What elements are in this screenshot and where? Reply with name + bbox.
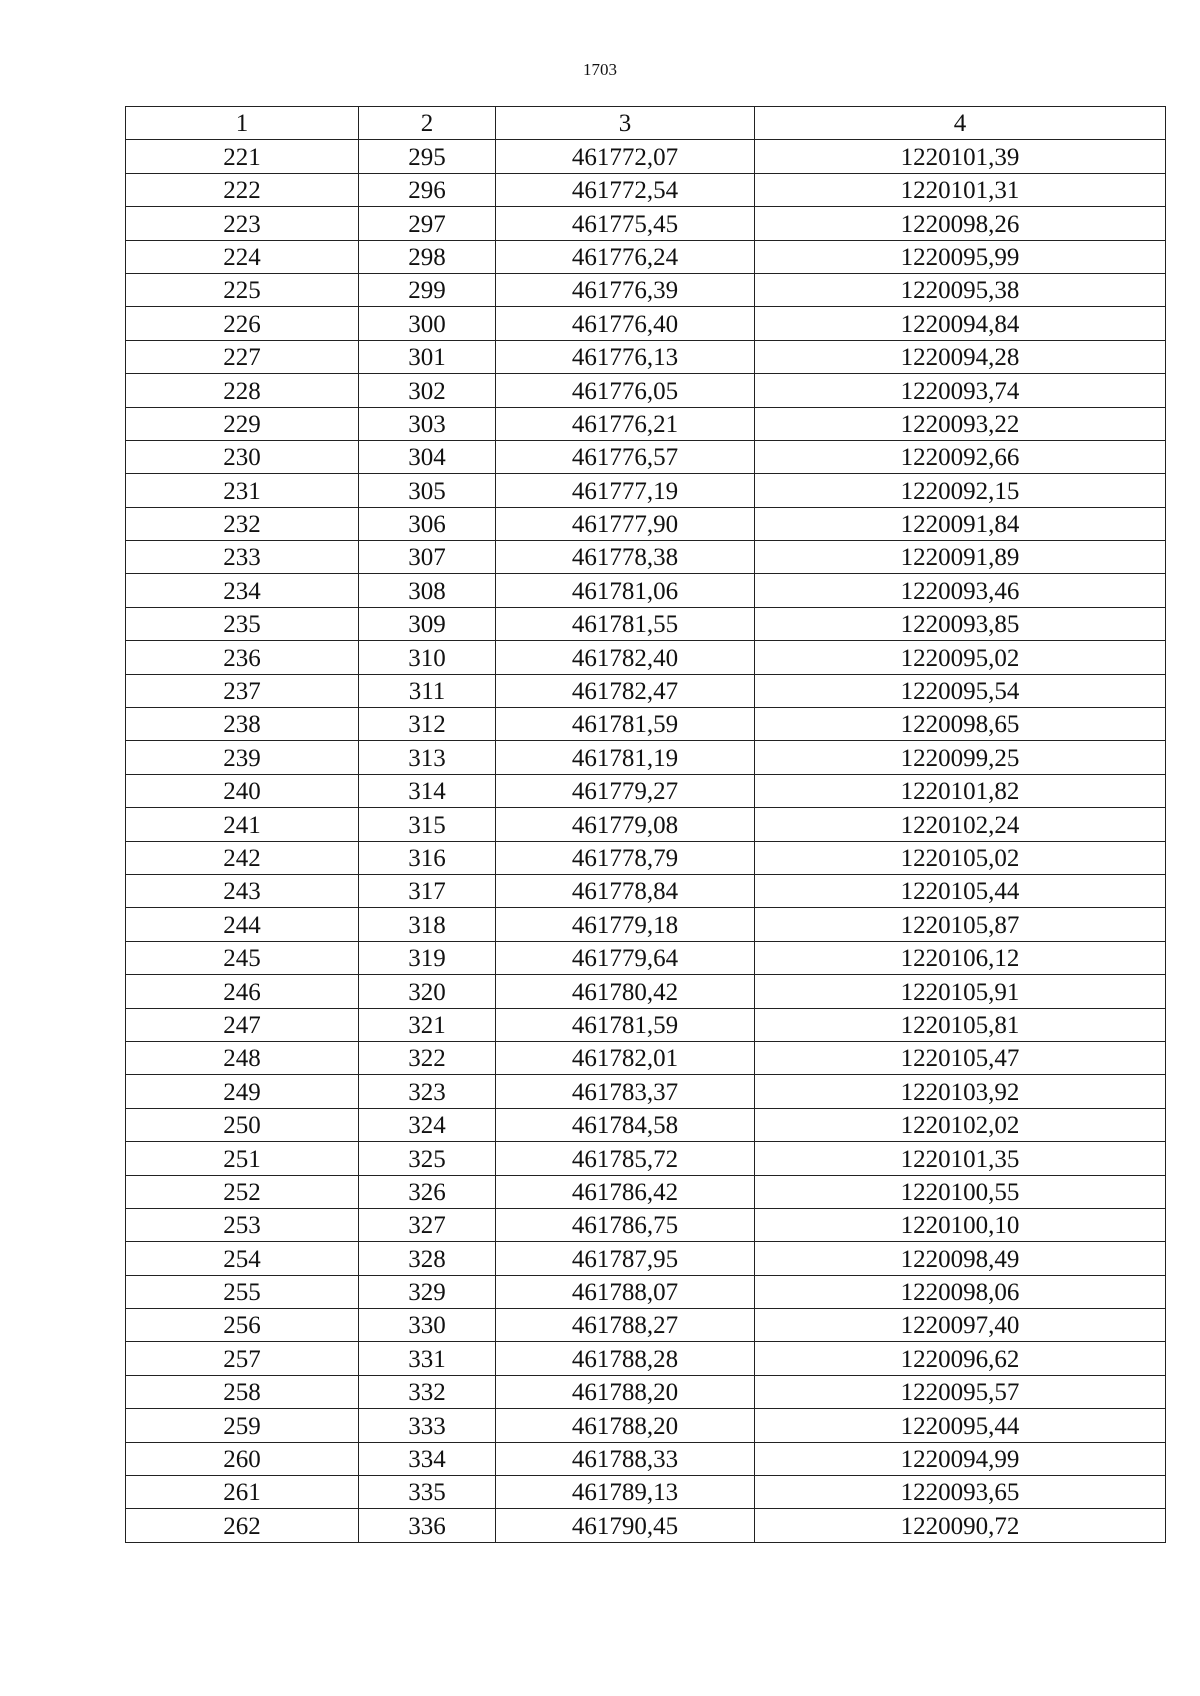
table-row	[126, 641, 1166, 674]
table-cell: 1220103,92	[755, 1075, 1166, 1108]
table-cell: 308	[359, 574, 496, 607]
table-cell: 461779,64	[496, 941, 755, 974]
table-cell: 461781,19	[496, 741, 755, 774]
table-cell: 1220091,84	[755, 507, 1166, 540]
table-row	[126, 941, 1166, 974]
table-cell: 461788,28	[496, 1342, 755, 1375]
table-cell: 221	[126, 140, 359, 173]
table-cell: 1220092,66	[755, 440, 1166, 473]
table-cell: 461776,24	[496, 240, 755, 273]
table-cell: 223	[126, 207, 359, 240]
table-cell: 232	[126, 507, 359, 540]
table-cell: 461786,75	[496, 1208, 755, 1241]
table-cell: 461779,27	[496, 774, 755, 807]
table-cell: 238	[126, 708, 359, 741]
table-row	[126, 1242, 1166, 1275]
table-cell: 461786,42	[496, 1175, 755, 1208]
table-cell: 249	[126, 1075, 359, 1108]
table-cell: 1220102,24	[755, 808, 1166, 841]
table-cell: 1220106,12	[755, 941, 1166, 974]
table-cell: 1220090,72	[755, 1509, 1166, 1542]
table-cell: 461781,55	[496, 607, 755, 640]
table-cell: 302	[359, 374, 496, 407]
column-header-3: 3	[496, 107, 755, 140]
table-cell: 299	[359, 273, 496, 306]
table-row	[126, 1142, 1166, 1175]
table-cell: 316	[359, 841, 496, 874]
table-cell: 250	[126, 1108, 359, 1141]
table-cell: 324	[359, 1108, 496, 1141]
table-row	[126, 1509, 1166, 1542]
table-row	[126, 774, 1166, 807]
page-number: 1703	[583, 60, 617, 79]
table-row	[126, 541, 1166, 574]
table-cell: 461784,58	[496, 1108, 755, 1141]
table-cell: 461782,01	[496, 1041, 755, 1074]
table-cell: 461788,20	[496, 1409, 755, 1442]
column-header-1: 1	[126, 107, 359, 140]
table-row	[126, 1008, 1166, 1041]
table-cell: 461776,40	[496, 307, 755, 340]
table-cell: 461783,37	[496, 1075, 755, 1108]
table-row	[126, 708, 1166, 741]
table-cell: 254	[126, 1242, 359, 1275]
table-cell: 1220100,55	[755, 1175, 1166, 1208]
table-row	[126, 440, 1166, 473]
table-cell: 1220093,22	[755, 407, 1166, 440]
table-cell: 229	[126, 407, 359, 440]
table-row	[126, 741, 1166, 774]
table-cell: 336	[359, 1509, 496, 1542]
table-row	[126, 273, 1166, 306]
table-cell: 228	[126, 374, 359, 407]
table-cell: 1220093,74	[755, 374, 1166, 407]
table-cell: 303	[359, 407, 496, 440]
table-cell: 306	[359, 507, 496, 540]
table-cell: 1220095,44	[755, 1409, 1166, 1442]
table-cell: 1220098,65	[755, 708, 1166, 741]
table-row	[126, 207, 1166, 240]
table-row	[126, 574, 1166, 607]
table-cell: 461788,27	[496, 1309, 755, 1342]
table-row	[126, 240, 1166, 273]
table-cell: 461776,57	[496, 440, 755, 473]
table-cell: 335	[359, 1476, 496, 1509]
table-header-row	[126, 107, 1166, 140]
table-row	[126, 173, 1166, 206]
table-row	[126, 908, 1166, 941]
table-cell: 245	[126, 941, 359, 974]
table-cell: 1220105,81	[755, 1008, 1166, 1041]
table-row	[126, 1041, 1166, 1074]
table-cell: 1220101,35	[755, 1142, 1166, 1175]
table-cell: 1220094,28	[755, 340, 1166, 373]
table-cell: 461788,20	[496, 1375, 755, 1408]
table-cell: 248	[126, 1041, 359, 1074]
table-row	[126, 1409, 1166, 1442]
table-cell: 333	[359, 1409, 496, 1442]
table-cell: 262	[126, 1509, 359, 1542]
table-cell: 226	[126, 307, 359, 340]
table-cell: 461776,13	[496, 340, 755, 373]
table-cell: 329	[359, 1275, 496, 1308]
table-cell: 242	[126, 841, 359, 874]
table-cell: 461772,54	[496, 173, 755, 206]
table-cell: 1220093,46	[755, 574, 1166, 607]
table-cell: 461787,95	[496, 1242, 755, 1275]
table-cell: 257	[126, 1342, 359, 1375]
table-row	[126, 975, 1166, 1008]
table-cell: 244	[126, 908, 359, 941]
table-cell: 1220098,49	[755, 1242, 1166, 1275]
table-cell: 461781,59	[496, 1008, 755, 1041]
table-cell: 313	[359, 741, 496, 774]
table-cell: 1220098,06	[755, 1275, 1166, 1308]
table-row	[126, 1342, 1166, 1375]
table-cell: 1220105,44	[755, 874, 1166, 907]
table-cell: 318	[359, 908, 496, 941]
table-cell: 252	[126, 1175, 359, 1208]
table-row	[126, 140, 1166, 173]
table-row	[126, 841, 1166, 874]
table-cell: 1220095,57	[755, 1375, 1166, 1408]
table-cell: 240	[126, 774, 359, 807]
table-cell: 331	[359, 1342, 496, 1375]
table-cell: 326	[359, 1175, 496, 1208]
table-cell: 310	[359, 641, 496, 674]
column-header-2: 2	[359, 107, 496, 140]
table-cell: 319	[359, 941, 496, 974]
table-cell: 461776,05	[496, 374, 755, 407]
table-row	[126, 474, 1166, 507]
table-cell: 1220102,02	[755, 1108, 1166, 1141]
table-row	[126, 1108, 1166, 1141]
table-cell: 304	[359, 440, 496, 473]
table-cell: 1220105,87	[755, 908, 1166, 941]
table-row	[126, 874, 1166, 907]
table-cell: 1220092,15	[755, 474, 1166, 507]
table-cell: 461775,45	[496, 207, 755, 240]
table-cell: 325	[359, 1142, 496, 1175]
table-row	[126, 1075, 1166, 1108]
table-cell: 227	[126, 340, 359, 373]
table-cell: 309	[359, 607, 496, 640]
table-cell: 1220095,02	[755, 641, 1166, 674]
table-row	[126, 407, 1166, 440]
table-cell: 222	[126, 173, 359, 206]
table-cell: 461778,84	[496, 874, 755, 907]
table-cell: 320	[359, 975, 496, 1008]
table-cell: 461782,47	[496, 674, 755, 707]
table-cell: 298	[359, 240, 496, 273]
table-cell: 461790,45	[496, 1509, 755, 1542]
table-row	[126, 1175, 1166, 1208]
table-cell: 236	[126, 641, 359, 674]
table-row	[126, 507, 1166, 540]
table-cell: 461777,19	[496, 474, 755, 507]
table-cell: 322	[359, 1041, 496, 1074]
table-cell: 1220105,91	[755, 975, 1166, 1008]
table-row	[126, 1275, 1166, 1308]
table-cell: 234	[126, 574, 359, 607]
table-cell: 301	[359, 340, 496, 373]
table-cell: 235	[126, 607, 359, 640]
table-cell: 461781,06	[496, 574, 755, 607]
table-row	[126, 1208, 1166, 1241]
table-cell: 1220094,84	[755, 307, 1166, 340]
table-cell: 461780,42	[496, 975, 755, 1008]
table-cell: 1220091,89	[755, 541, 1166, 574]
table-cell: 256	[126, 1309, 359, 1342]
table-cell: 1220098,26	[755, 207, 1166, 240]
table-cell: 239	[126, 741, 359, 774]
table-cell: 317	[359, 874, 496, 907]
table-cell: 295	[359, 140, 496, 173]
table-row	[126, 374, 1166, 407]
table-row	[126, 1309, 1166, 1342]
table-cell: 1220096,62	[755, 1342, 1166, 1375]
table-cell: 330	[359, 1309, 496, 1342]
table-cell: 233	[126, 541, 359, 574]
table-cell: 461785,72	[496, 1142, 755, 1175]
table-cell: 461776,21	[496, 407, 755, 440]
table-cell: 461779,18	[496, 908, 755, 941]
table-cell: 1220101,39	[755, 140, 1166, 173]
table-cell: 1220105,02	[755, 841, 1166, 874]
table-cell: 461777,90	[496, 507, 755, 540]
table-row	[126, 1476, 1166, 1509]
table-cell: 323	[359, 1075, 496, 1108]
table-cell: 461778,79	[496, 841, 755, 874]
table-cell: 461779,08	[496, 808, 755, 841]
table-cell: 1220101,31	[755, 173, 1166, 206]
table-cell: 307	[359, 541, 496, 574]
table-cell: 243	[126, 874, 359, 907]
table-row	[126, 1442, 1166, 1475]
table-cell: 1220094,99	[755, 1442, 1166, 1475]
table-cell: 1220101,82	[755, 774, 1166, 807]
coordinates-table	[125, 106, 1166, 1543]
table-cell: 247	[126, 1008, 359, 1041]
table-cell: 332	[359, 1375, 496, 1408]
table-cell: 1220097,40	[755, 1309, 1166, 1342]
table-cell: 461781,59	[496, 708, 755, 741]
table-cell: 1220093,85	[755, 607, 1166, 640]
table-cell: 311	[359, 674, 496, 707]
table-cell: 300	[359, 307, 496, 340]
table-cell: 461788,33	[496, 1442, 755, 1475]
table-cell: 461789,13	[496, 1476, 755, 1509]
table-row	[126, 808, 1166, 841]
table-row	[126, 674, 1166, 707]
table-cell: 1220105,47	[755, 1041, 1166, 1074]
table-cell: 328	[359, 1242, 496, 1275]
table-cell: 258	[126, 1375, 359, 1408]
table-cell: 327	[359, 1208, 496, 1241]
table-cell: 321	[359, 1008, 496, 1041]
table-cell: 1220099,25	[755, 741, 1166, 774]
table-cell: 461776,39	[496, 273, 755, 306]
table-cell: 297	[359, 207, 496, 240]
table-cell: 312	[359, 708, 496, 741]
column-header-4: 4	[755, 107, 1166, 140]
table-cell: 334	[359, 1442, 496, 1475]
table-cell: 1220093,65	[755, 1476, 1166, 1509]
table-cell: 461782,40	[496, 641, 755, 674]
table-row	[126, 607, 1166, 640]
table-cell: 461772,07	[496, 140, 755, 173]
table-row	[126, 340, 1166, 373]
table-cell: 315	[359, 808, 496, 841]
table-cell: 231	[126, 474, 359, 507]
table-cell: 1220095,38	[755, 273, 1166, 306]
table-cell: 255	[126, 1275, 359, 1308]
table-cell: 251	[126, 1142, 359, 1175]
table-cell: 246	[126, 975, 359, 1008]
table-row	[126, 1375, 1166, 1408]
table-cell: 260	[126, 1442, 359, 1475]
table-cell: 224	[126, 240, 359, 273]
table-cell: 1220095,99	[755, 240, 1166, 273]
table-cell: 305	[359, 474, 496, 507]
table-cell: 259	[126, 1409, 359, 1442]
table-cell: 1220095,54	[755, 674, 1166, 707]
table-body	[126, 140, 1166, 1542]
table-cell: 241	[126, 808, 359, 841]
table-cell: 225	[126, 273, 359, 306]
table-row	[126, 307, 1166, 340]
table-cell: 261	[126, 1476, 359, 1509]
table-cell: 314	[359, 774, 496, 807]
table-cell: 230	[126, 440, 359, 473]
table-cell: 1220100,10	[755, 1208, 1166, 1241]
table-cell: 253	[126, 1208, 359, 1241]
table-cell: 461788,07	[496, 1275, 755, 1308]
table-cell: 296	[359, 173, 496, 206]
table-cell: 237	[126, 674, 359, 707]
table-cell: 461778,38	[496, 541, 755, 574]
